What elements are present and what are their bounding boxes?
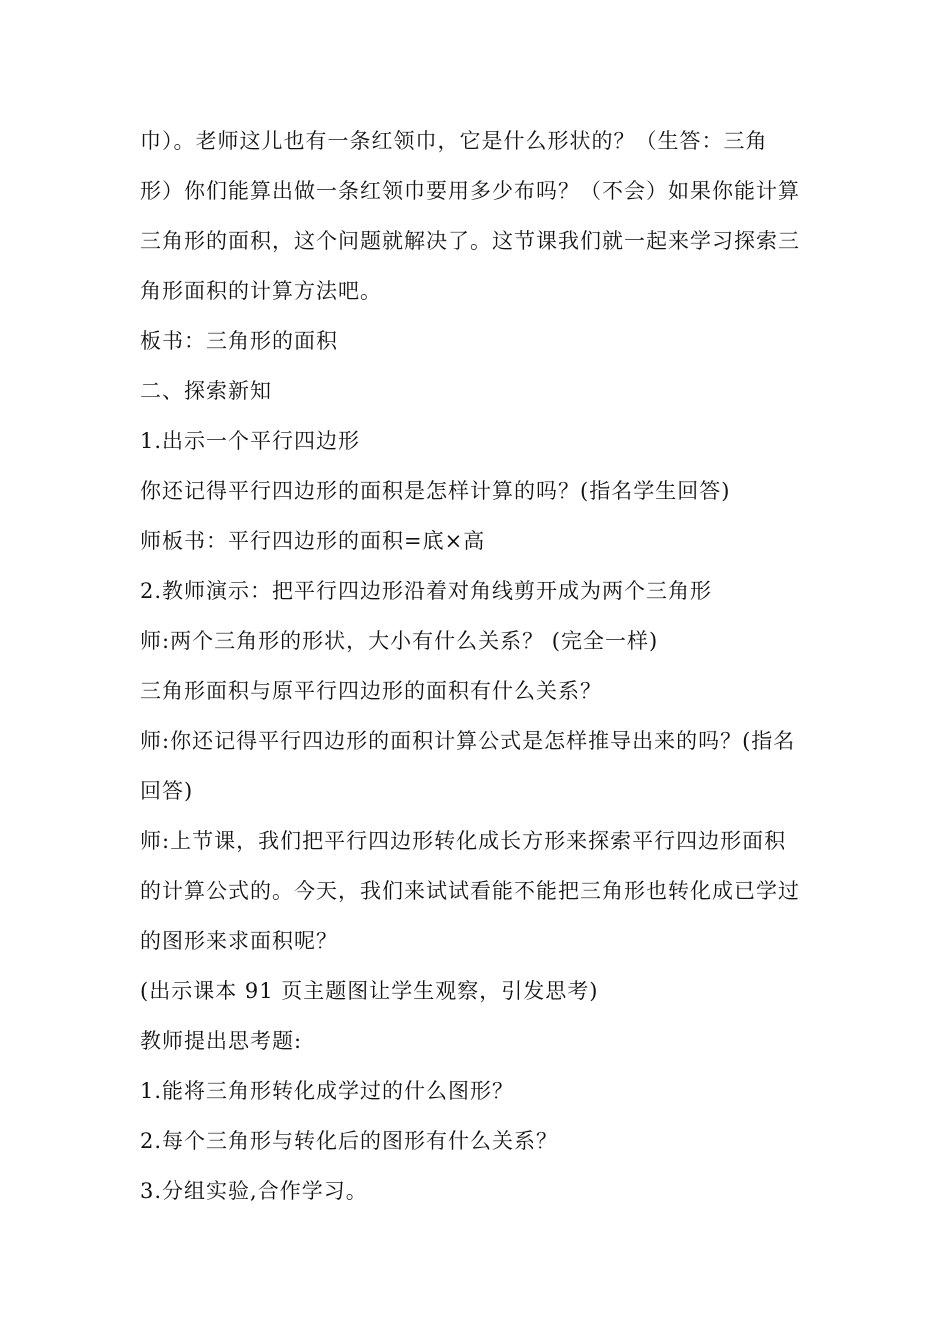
text-line: 形）你们能算出做一条红领巾要用多少布吗？（不会）如果你能计算 xyxy=(140,179,800,203)
numbered-item: 2.每个三角形与转化后的图形有什么关系？ xyxy=(140,1129,559,1153)
text-line: 师:两个三角形的形状，大小有什么关系？ (完全一样) xyxy=(140,629,659,653)
document-body xyxy=(140,116,820,1216)
numbered-item: 1.出示一个平行四边形 xyxy=(140,429,361,453)
numbered-item: 1.能将三角形转化成学过的什么图形？ xyxy=(140,1079,515,1103)
numbered-item: 2.教师演示：把平行四边形沿着对角线剪开成为两个三角形 xyxy=(140,579,713,603)
text-line: 回答) xyxy=(140,779,194,803)
text-line: 角形面积的计算方法吧。 xyxy=(140,279,382,303)
text-line: 三角形的面积，这个问题就解决了。这节课我们就一起来学习探索三 xyxy=(140,229,800,253)
section-heading: 二、探索新知 xyxy=(140,379,272,403)
text-line: 师板书：平行四边形的面积=底×高 xyxy=(140,529,486,553)
text-line: 巾）。老师这儿也有一条红领巾，它是什么形状的？（生答：三角 xyxy=(140,129,768,153)
text-line: 师:上节课，我们把平行四边形转化成长方形来探索平行四边形面积 xyxy=(140,829,787,853)
board-heading: 板书：三角形的面积 xyxy=(140,329,338,353)
text-line: 你还记得平行四边形的面积是怎样计算的吗？(指名学生回答) xyxy=(140,479,731,503)
text-line: 教师提出思考题: xyxy=(140,1029,303,1053)
text-line: 三角形面积与原平行四边形的面积有什么关系？ xyxy=(140,679,602,703)
text-line: 的计算公式的。今天，我们来试试看能不能把三角形也转化成已学过 xyxy=(140,879,800,903)
text-line: (出示课本 91 页主题图让学生观察，引发思考) xyxy=(140,979,599,1003)
text-line: 师:你还记得平行四边形的面积计算公式是怎样推导出来的吗？(指名 xyxy=(140,729,796,753)
numbered-item: 3.分组实验,合作学习。 xyxy=(140,1179,368,1203)
text-line: 的图形来求面积呢？ xyxy=(140,929,338,953)
